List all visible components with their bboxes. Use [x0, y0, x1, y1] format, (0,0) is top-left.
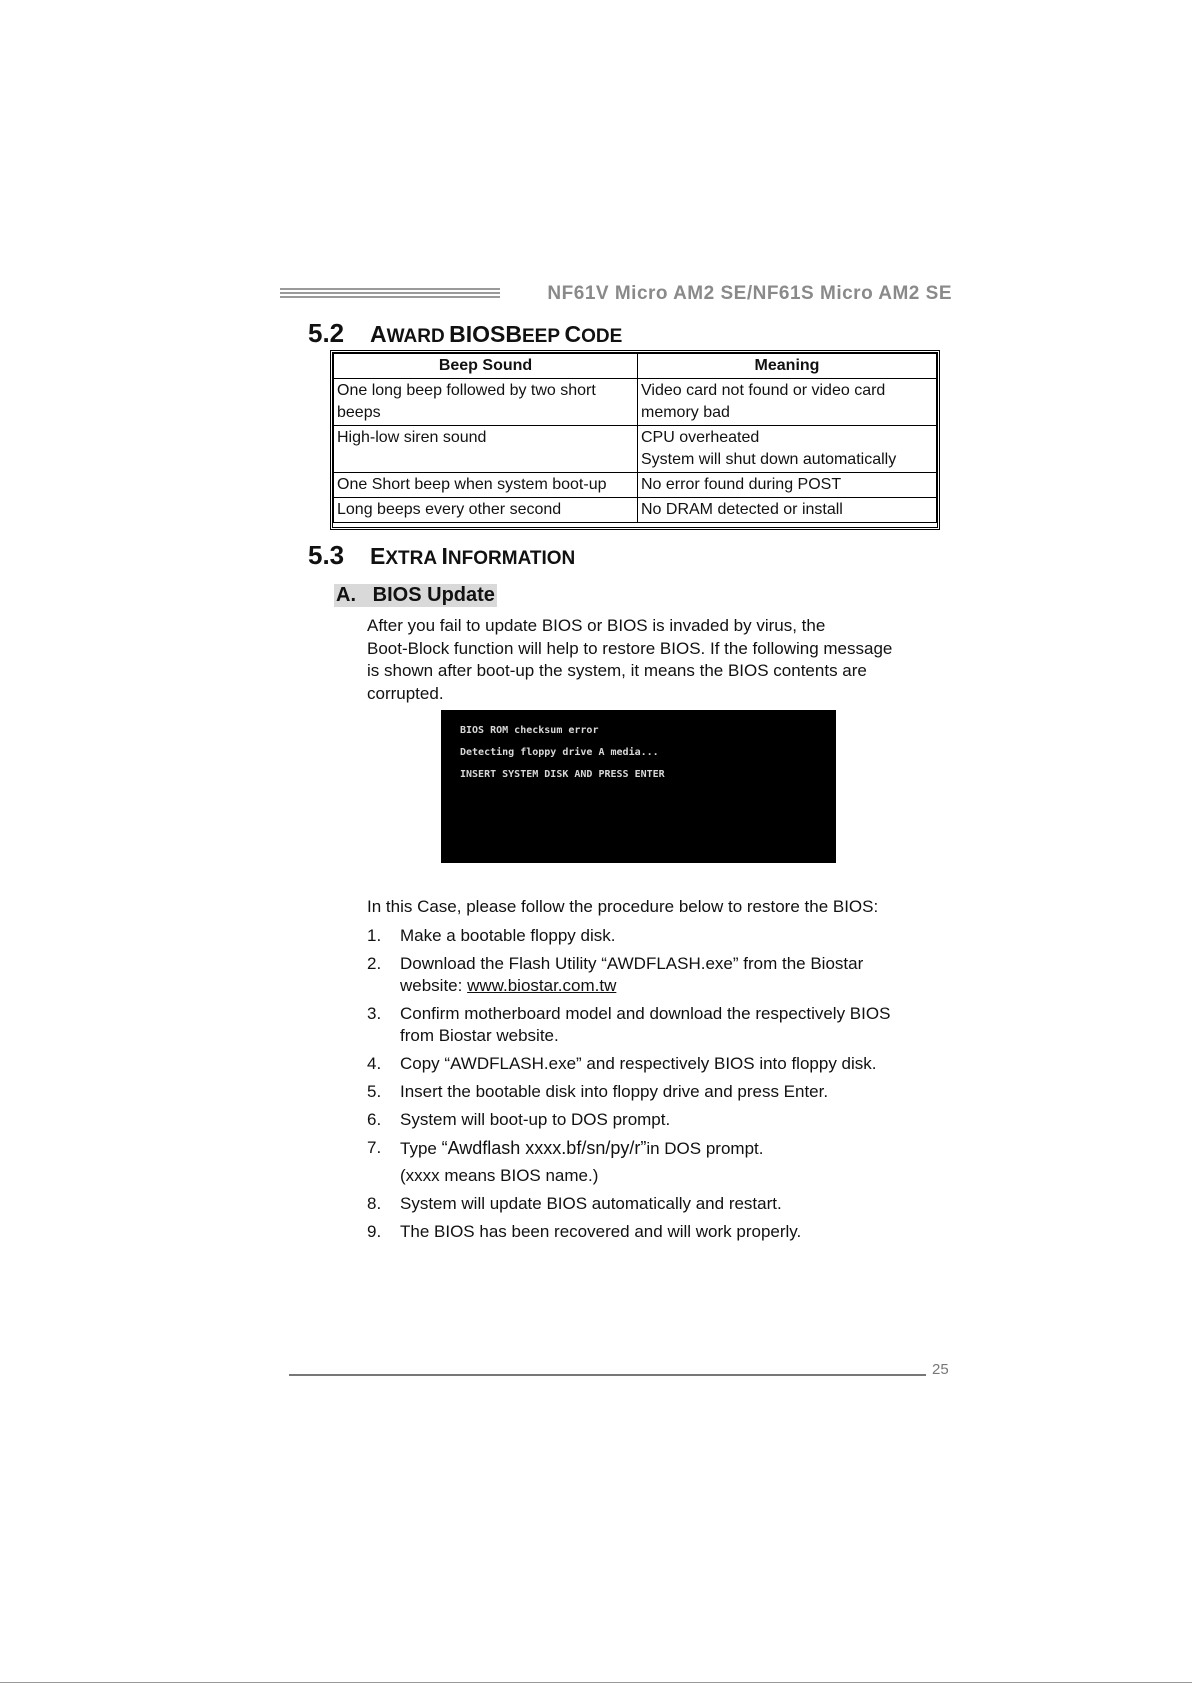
bottom-border: [0, 1682, 1192, 1683]
section-heading-5-3: 5.3 EXTRA INFORMATION: [308, 540, 576, 570]
screen-line: Detecting floppy drive A media...: [460, 747, 659, 758]
table-row: [334, 426, 937, 473]
beep-sound-cell: One Short beep when system boot-up: [334, 473, 638, 498]
list-item: 9. The BIOS has been recovered and will work properly.: [367, 1222, 802, 1241]
biostar-website-link[interactable]: www.biostar.com.tw: [467, 976, 617, 995]
list-item: 4. Copy “AWDFLASH.exe” and respectively BIOS into floppy disk.: [367, 1054, 877, 1073]
list-item: 2. Download the Flash Utility “AWDFLASH.exe” from the Biostar website: www.biostar.com.tw: [367, 954, 864, 995]
screen-line: INSERT SYSTEM DISK AND PRESS ENTER: [460, 769, 665, 780]
list-item: 8. System will update BIOS automatically and restart.: [367, 1194, 782, 1213]
list-item: 5. Insert the bootable disk into floppy drive and press Enter.: [367, 1082, 829, 1101]
meaning-cell: No DRAM detected or install: [638, 498, 937, 523]
table-row: [334, 473, 937, 498]
bios-update-paragraph: After you fail to update BIOS or BIOS is invaded by virus, the Boot-Block function will help to restore BIOS. If the following message is shown after boot-up the system, it means the BIOS contents are corrupted.: [367, 616, 893, 703]
table-header-row: [334, 354, 937, 379]
meaning-cell: Video card not found or video card memory bad: [638, 379, 937, 426]
list-item: 6. System will boot-up to DOS prompt.: [367, 1110, 671, 1129]
procedure-list: [367, 925, 967, 1243]
section-number: 5.2: [308, 318, 345, 348]
header-title: NF61V Micro AM2 SE/NF61S Micro AM2 SE: [547, 283, 952, 304]
beep-sound-cell: High-low siren sound: [334, 426, 638, 473]
column-header-beep-sound: Beep Sound: [334, 354, 638, 379]
list-item: 7. Type “Awdflash xxxx.bf/sn/py/r”in DOS prompt. (xxxx means BIOS name.): [367, 1138, 764, 1185]
beep-sound-cell: Long beeps every other second: [334, 498, 638, 523]
table-row: [334, 498, 937, 523]
beep-sound-cell: One long beep followed by two short beeps: [334, 379, 638, 426]
meaning-cell: CPU overheated System will shut down automatically: [638, 426, 937, 473]
bios-error-screenshot: [441, 710, 836, 863]
procedure-intro: In this Case, please follow the procedure below to restore the BIOS:: [367, 897, 879, 916]
section-heading-5-2: 5.2 AWARD BIOSBEEP CODE: [308, 318, 623, 348]
bios-update-heading: A. BIOS Update: [336, 584, 495, 606]
list-item: 3. Confirm motherboard model and download the respectively BIOS from Biostar website.: [367, 1004, 891, 1045]
screen-line: BIOS ROM checksum error: [460, 725, 599, 736]
beep-code-table: [330, 350, 940, 530]
column-header-meaning: Meaning: [638, 354, 937, 379]
table-row: [334, 379, 937, 426]
meaning-cell: No error found during POST: [638, 473, 937, 498]
list-item: 1. Make a bootable floppy disk.: [367, 926, 616, 945]
header-decoration: [280, 288, 500, 298]
section-number: 5.3: [308, 540, 345, 570]
page-number: 25: [932, 1361, 949, 1378]
footer-divider: [289, 1374, 926, 1376]
